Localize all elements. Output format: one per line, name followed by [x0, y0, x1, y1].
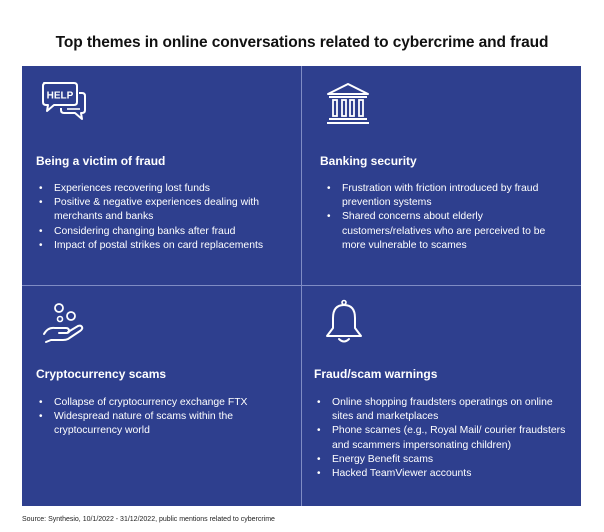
theme-bullet: • Experiences recovering lost funds	[36, 182, 286, 196]
theme-card-cryptocurrency-scams	[22, 286, 301, 506]
theme-heading: Being a victim of fraud	[36, 154, 166, 168]
theme-heading: Banking security	[320, 154, 417, 168]
theme-bullet-list	[314, 396, 569, 481]
theme-bullet: • Online shopping fraudsters operatings on online sites and marketplaces	[314, 396, 569, 424]
theme-bullet: • Energy Benefit scams	[314, 453, 569, 467]
theme-bullet: • Frustration with friction introduced by fraud prevention systems	[324, 182, 564, 210]
theme-bullet: • Impact of postal strikes on card replacements	[36, 239, 286, 253]
theme-card-banking-security	[302, 66, 581, 285]
help-speech-bubbles-icon	[40, 80, 88, 128]
page-title: Top themes in online conversations related to cybercrime and fraud	[55, 34, 549, 51]
theme-bullet-list	[324, 182, 564, 253]
bell-icon	[320, 298, 368, 346]
source-note: Source: Synthesio, 10/1/2022 - 31/12/2022, public mentions related to cybercrime	[22, 516, 275, 523]
theme-card-fraud-scam-warnings	[302, 286, 581, 506]
themes-grid	[22, 66, 581, 506]
theme-heading: Fraud/scam warnings	[314, 367, 438, 381]
theme-bullet: • Positive & negative experiences dealing with merchants and banks	[36, 196, 286, 224]
theme-bullet: • Hacked TeamViewer accounts	[314, 467, 569, 481]
theme-bullet-list	[36, 396, 286, 439]
help-icon-label: HELP	[46, 90, 74, 102]
theme-bullet: • Considering changing banks after fraud	[36, 225, 286, 239]
theme-heading: Cryptocurrency scams	[36, 367, 167, 381]
theme-bullet-list	[36, 182, 286, 253]
theme-card-victim-of-fraud	[22, 66, 301, 285]
coins-in-hand-icon	[40, 300, 88, 348]
theme-bullet: • Shared concerns about elderly customers/relatives who are perceived to be more vulnerable to scames	[324, 210, 564, 253]
bank-building-icon	[324, 80, 372, 128]
theme-bullet: • Collapse of cryptocurrency exchange FTX	[36, 396, 286, 410]
theme-bullet: • Phone scames (e.g., Royal Mail/ courier fraudsters and scammers impersonating children)	[314, 424, 569, 452]
theme-bullet: • Widespread nature of scams within the cryptocurrency world	[36, 410, 286, 438]
